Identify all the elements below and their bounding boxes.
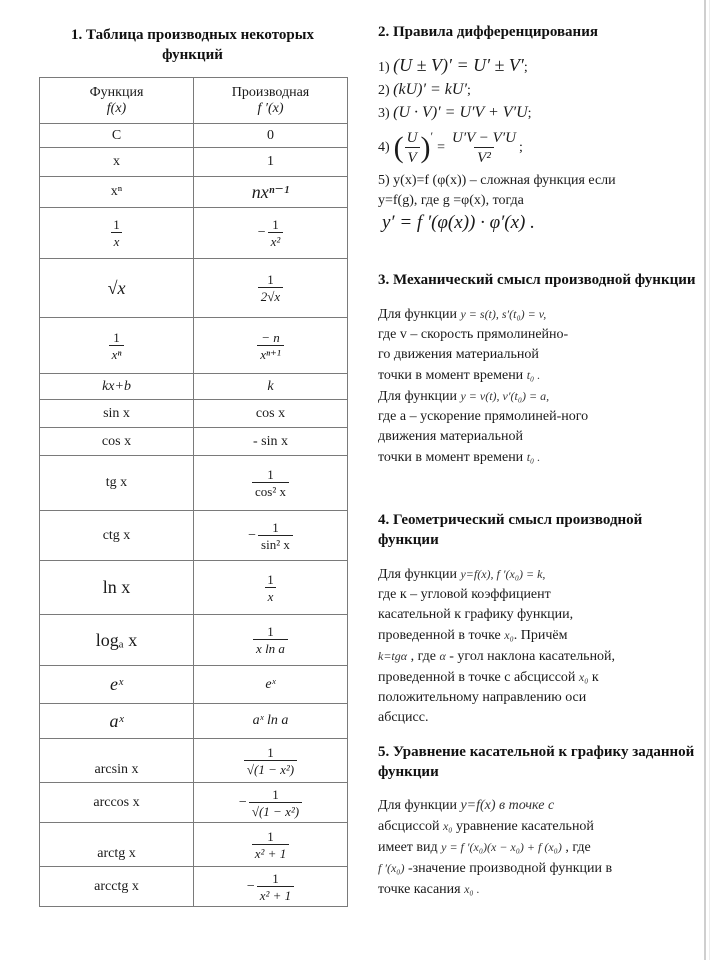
section3-title: 3. Механический смысл производной функции [378,272,696,288]
rule-formula: (U · V)′ = U′V + V′U [393,104,528,121]
text-line [378,365,700,386]
derivative-cell: aˣ ln a [194,704,348,739]
chain-rule-formula: y′ = f ′(φ(x)) · φ′(x) . [382,212,535,233]
numerator: 1 [267,624,274,639]
header-derivative-sub: f ′(x) [257,100,284,116]
rule-1 [378,54,700,79]
denominator: xⁿ [109,345,125,362]
section5 [378,742,700,900]
text-line [378,708,700,728]
numerator: 1 [267,272,274,287]
text: - угол наклона касательной, [445,649,616,664]
table-row [40,511,348,561]
text-line [378,625,700,646]
table-row [40,124,348,148]
rule-number: 4) [378,140,390,155]
table-row [40,177,348,208]
denominator: 2√x [258,287,283,304]
function-cell: kx+b [40,374,194,400]
derivative-cell: nxⁿ⁻¹ [194,177,348,208]
derivative-cell: cos x [194,400,348,428]
derivative-cell [194,739,348,783]
text: -значение производной функции в [404,861,613,876]
header-derivative-label: Производная [231,84,310,100]
derivative-cell [194,318,348,374]
function-cell: tg x [40,456,194,511]
math: y = v(t), v′(t₀) = a, [460,389,550,403]
text-line [378,427,700,447]
function-cell: ctg x [40,511,194,561]
numerator: U′V − V′U [452,130,516,146]
text-line [378,407,700,427]
denominator: x² [268,232,284,249]
math: k=tgα [378,649,408,663]
function-cell [40,208,194,259]
math: x₀ [578,670,589,684]
derivative-cell: - sin x [194,428,348,456]
function-cell: sin x [40,400,194,428]
table-header-row [40,78,348,124]
table-row [40,318,348,374]
header-function [40,78,194,124]
numerator: 1 [267,828,274,844]
denominator: cos² x [252,482,289,499]
numerator: 1 [272,217,279,232]
table-row [40,428,348,456]
text-line [378,585,700,605]
numerator: U [406,130,418,146]
rule-2 [378,79,700,102]
function-cell: ln x [40,561,194,615]
math: f ′(x₀) [378,861,405,875]
text-line [378,447,700,468]
text-line [378,688,700,708]
numerator: 1 [113,329,120,345]
text-line [378,646,700,667]
table-row [40,615,348,666]
derivative-cell: k [194,374,348,400]
section5-title: 5. Уравнение касательной к графику заданной функции [378,744,695,780]
denominator: xⁿ⁺¹ [257,345,284,362]
derivative-cell [194,456,348,511]
text: уравнение касательной [452,819,594,834]
math: y=f(x), f ′(x₀) = k, [460,567,546,581]
text: проведенной в точке [378,628,505,643]
text-line [378,345,700,365]
section2-title: 2. Правила дифференцирования [378,24,598,40]
rule-end: ; [523,60,528,75]
text: абсцисс. [378,710,429,725]
table-row [40,867,348,907]
text: абсциссой [378,819,443,834]
text: движения материальной [378,429,523,444]
math: x₀ [504,628,514,642]
table-row [40,259,348,318]
minus-sign: − [246,878,255,894]
function-cell: arcsin x [40,739,194,783]
rule-5-line1: 5) y(x)=f (φ(x)) – сложная функция если [378,173,616,188]
derivative-cell [194,561,348,615]
section2 [378,22,700,235]
header-derivative [194,78,348,124]
table-row [40,739,348,783]
denominator: sin² x [258,535,293,552]
rule-3 [378,102,700,125]
text-line [378,796,700,816]
text: , где [407,649,440,664]
text: Для функции [378,798,461,813]
math: y = s(t), s′(t₀) = v, [460,307,547,321]
numerator: 1 [113,217,120,232]
function-cell: arctg x [40,823,194,867]
rule-4: 4) ( $\frac{U}{V}$ ) ′ = $\frac{U'V - V'U}{\text{V²}}$ ; [378,129,523,166]
table-row [40,823,348,867]
numerator: 1 [272,519,279,535]
table-row [40,208,348,259]
page-edge [704,0,706,960]
text: к [588,670,599,685]
rule-end: ; [466,83,471,98]
text: . Причём [513,628,568,643]
minus-sign: − [248,527,257,543]
derivative-cell [194,615,348,666]
text-line [378,564,700,585]
derivatives-table [39,77,348,907]
minus-sign: − [238,794,247,810]
table-row [40,456,348,511]
page-edge-shadow [709,0,710,960]
text: Для функции [378,307,461,322]
rule-end: ; [527,106,532,121]
section3 [378,270,700,468]
derivative-cell [194,259,348,318]
text-line [378,605,700,625]
denominator: V² [474,147,494,167]
denominator: V [405,147,420,167]
text-line [378,386,700,407]
table-row [40,374,348,400]
derivative-cell [194,783,348,823]
section4 [378,510,700,728]
math: α [439,649,446,663]
table-row [40,400,348,428]
table-row [40,148,348,177]
table-row [40,783,348,823]
text-line [378,304,700,325]
derivative-cell: 1 [194,148,348,177]
rule-formula: (U ± V)′ = U′ ± V′ [393,55,524,75]
function-cell: cos x [40,428,194,456]
table-row [40,561,348,615]
text: точке касания [378,882,465,897]
numerator: 1 [267,744,274,760]
text-line [378,667,700,688]
denominator: x [265,587,277,604]
derivative-cell: eˣ [194,666,348,704]
derivative-cell [194,823,348,867]
text-line [378,858,700,879]
text: где v – скорость прямолинейно- [378,327,569,342]
section1-title: 1. Таблица производных некоторых функций [71,27,314,63]
numerator: 1 [272,786,279,802]
rule-number: 1) [378,60,390,75]
text: имеет вид [378,840,442,855]
derivative-cell [194,208,348,259]
denominator: x² + 1 [252,844,289,861]
math: x₀ [442,819,453,833]
function-cell: C [40,124,194,148]
text: положительному направлению оси [378,690,587,705]
denominator: x² + 1 [257,886,294,903]
text: точки в момент времени [378,368,527,383]
derivative-cell [194,511,348,561]
text: го движения материальной [378,347,539,362]
minus-sign: − [257,225,266,240]
rule-number: 2) [378,83,390,98]
text: точки в момент времени [378,450,527,465]
function-cell: logₐ x [40,615,194,666]
denominator: √(1 − x²) [249,802,302,819]
derivative-cell: 0 [194,124,348,148]
function-cell: √x [40,259,194,318]
numerator: 1 [272,870,279,886]
numerator: − n [261,329,280,345]
function-cell: arccos x [40,783,194,823]
section4-title: 4. Геометрический смысл производной функции [378,512,643,548]
text: Для функции [378,389,461,404]
math: y = f ′(x₀)(x − x₀) + f (x₀) [441,840,562,854]
text: где к – угловой коэффициент [378,587,551,602]
text: Для функции [378,567,461,582]
text-line [378,837,700,858]
function-cell: eˣ [40,666,194,704]
text: проведенной в точке с абсциссой [378,670,579,685]
text-line [378,816,700,837]
function-cell: aˣ [40,704,194,739]
function-cell: arcctg x [40,867,194,907]
table-row [40,666,348,704]
denominator: x ln a [253,639,288,656]
numerator: 1 [267,571,274,587]
denominator: x [111,232,123,249]
rule-number: 3) [378,106,390,121]
math: t₀ . [526,368,541,382]
derivative-cell [194,867,348,907]
denominator: √(1 − x²) [244,760,297,777]
text: касательной к графику функции, [378,607,574,622]
text-line [378,325,700,345]
rule-end: ; [518,140,523,155]
math: y=f(x) в точке с [460,798,555,813]
text: где a – ускорение прямолиней-ного [378,409,589,424]
numerator: 1 [267,467,274,482]
rule-5-line2: y=f(g), где g =φ(x), тогда [378,193,524,208]
rule-formula: (kU)′ = kU′ [393,81,467,98]
header-function-label: Функция [89,84,144,100]
math: t₀ . [526,450,541,464]
function-cell: x [40,148,194,177]
math: x₀ . [464,882,480,896]
function-cell [40,318,194,374]
table-row [40,704,348,739]
header-function-sub: f(x) [106,100,127,116]
text: , где [561,840,591,855]
text-line [378,879,700,900]
function-cell: xⁿ [40,177,194,208]
